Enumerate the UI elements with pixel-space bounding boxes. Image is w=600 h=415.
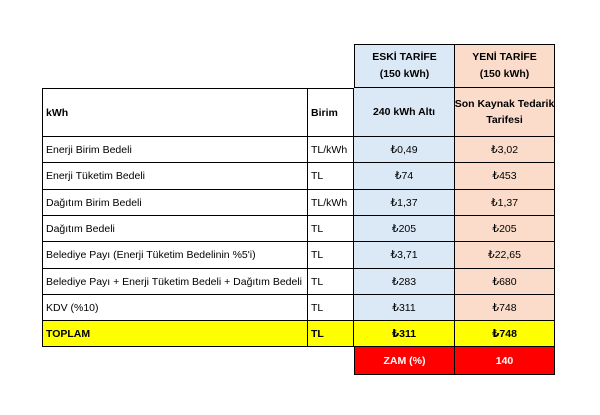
row-new-value: ₺680	[455, 269, 555, 295]
row-old-value: ₺74	[354, 163, 455, 190]
row-unit: TL/kWh	[308, 137, 354, 163]
row-label: Enerji Tüketim Bedeli	[42, 163, 308, 190]
total-old-value: ₺311	[354, 321, 455, 347]
new-tariff-title: YENİ TARİFE	[472, 51, 537, 63]
row-new-value: ₺22,65	[455, 242, 555, 269]
row-unit: TL	[308, 269, 354, 295]
row-old-value: ₺3,71	[354, 242, 455, 269]
row-label: Belediye Payı + Enerji Tüketim Bedeli + Dağıtım Bedeli	[42, 269, 308, 295]
row-new-value: ₺1,37	[455, 190, 555, 216]
increase-value: 140	[455, 347, 555, 375]
new-tariff-header	[455, 44, 555, 88]
row-old-value: ₺283	[354, 269, 455, 295]
row-unit: TL/kWh	[308, 190, 354, 216]
row-old-value: ₺0,49	[354, 137, 455, 163]
row-label: Dağıtım Birim Bedeli	[42, 190, 308, 216]
total-unit: TL	[308, 321, 354, 347]
row-label: Dağıtım Bedeli	[42, 216, 308, 242]
row-label: KDV (%10)	[42, 295, 308, 321]
row-old-value: ₺205	[354, 216, 455, 242]
total-new-value: ₺748	[455, 321, 555, 347]
row-unit: TL	[308, 242, 354, 269]
row-unit: TL	[308, 295, 354, 321]
row-new-value: ₺205	[455, 216, 555, 242]
column-header-kwh: kWh	[42, 88, 308, 137]
increase-label: ZAM (%)	[354, 347, 455, 375]
old-tariff-header	[354, 44, 455, 88]
row-label: Belediye Payı (Enerji Tüketim Bedelinin %5'i)	[42, 242, 308, 269]
old-tariff-subtitle: (150 kWh)	[379, 68, 430, 80]
column-header-new: Son Kaynak Tedarik Tarifesi	[455, 88, 555, 137]
row-unit: TL	[308, 163, 354, 190]
row-label: Enerji Birim Bedeli	[42, 137, 308, 163]
column-header-old: 240 kWh Altı	[354, 88, 455, 137]
row-old-value: ₺1,37	[354, 190, 455, 216]
row-new-value: ₺453	[455, 163, 555, 190]
row-old-value: ₺311	[354, 295, 455, 321]
row-new-value: ₺748	[455, 295, 555, 321]
row-unit: TL	[308, 216, 354, 242]
column-header-unit: Birim	[308, 88, 354, 137]
row-new-value: ₺3,02	[455, 137, 555, 163]
total-label: TOPLAM	[42, 321, 308, 347]
old-tariff-title: ESKİ TARİFE	[372, 51, 437, 63]
new-tariff-subtitle: (150 kWh)	[479, 68, 530, 80]
